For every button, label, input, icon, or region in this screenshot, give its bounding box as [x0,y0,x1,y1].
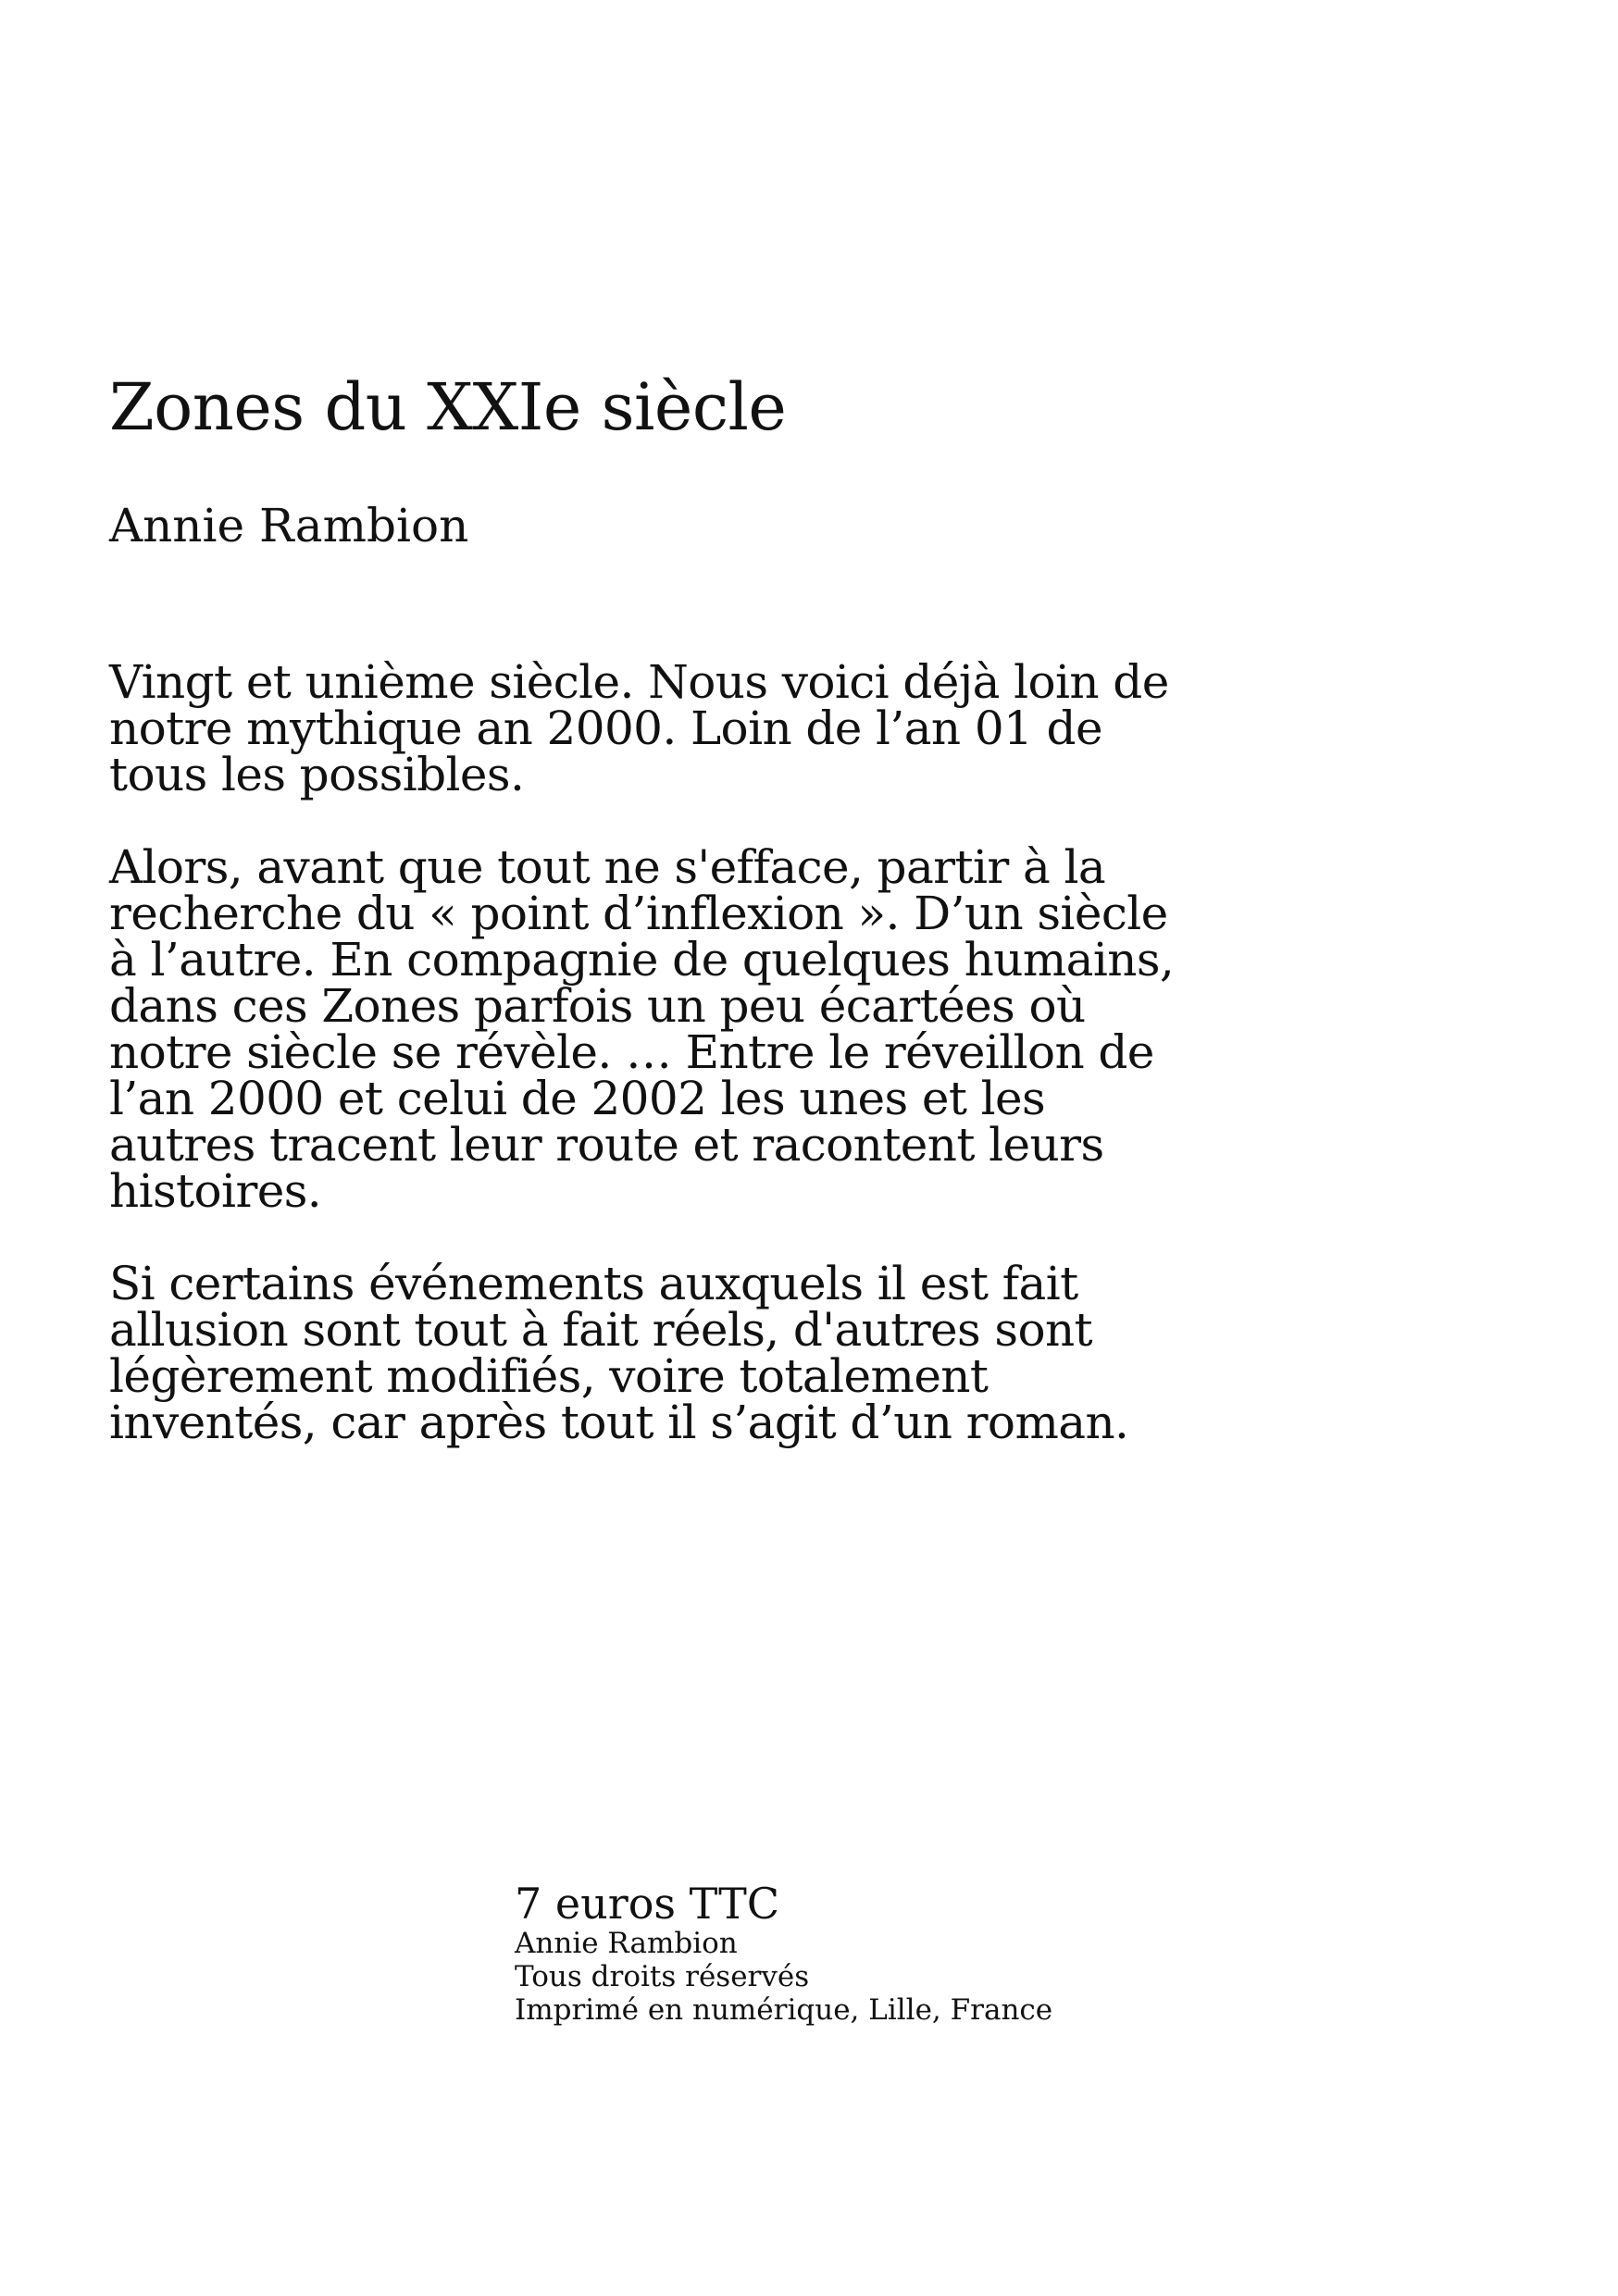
text-line: recherche du « point d’inflexion ». D’un siècle [109,887,1168,940]
text-line: à l’autre. En compagnie de quelques humains, [109,933,1175,987]
text-line: dans ces Zones parfois un peu écartées où [109,979,1086,1033]
text-line: Si certains événements auxquels il est fait [109,1257,1078,1310]
book-title: Zones du XXIe siècle [109,369,787,445]
text-line: autres tracent leur route et racontent leurs [109,1118,1104,1172]
blurb [109,655,1257,1492]
text-line: inventés, car après tout il s’agit d’un roman. [109,1396,1129,1449]
text-line: l’an 2000 et celui de 2002 les unes et les [109,1072,1046,1125]
text-line: légèrement modifiés, voire totalement [109,1349,989,1403]
book-author: Annie Rambion [109,499,469,552]
text-line: Alors, avant que tout ne s'efface, partir à la [109,840,1106,894]
rights-notice: Tous droits réservés [515,1960,810,1993]
blurb-paragraph-1 [109,655,1257,801]
text-line: Vingt et unième siècle. Nous voici déjà loin de [109,655,1169,709]
blurb-paragraph-3 [109,1257,1257,1449]
text-line: notre siècle se révèle. … Entre le réveillon de [109,1025,1154,1079]
text-line: allusion sont tout à fait réels, d'autres sont [109,1303,1093,1357]
blurb-paragraph-2 [109,840,1257,1218]
price: 7 euros TTC [515,1879,780,1929]
colophon [515,1880,1052,2027]
colophon-author: Annie Rambion [515,1927,738,1960]
text-line: histoires. [109,1164,322,1218]
text-line: tous les possibles. [109,748,525,801]
text-line: notre mythique an 2000. Loin de l’an 01 de [109,701,1102,755]
printing-notice: Imprimé en numérique, Lille, France [515,1993,1053,2027]
